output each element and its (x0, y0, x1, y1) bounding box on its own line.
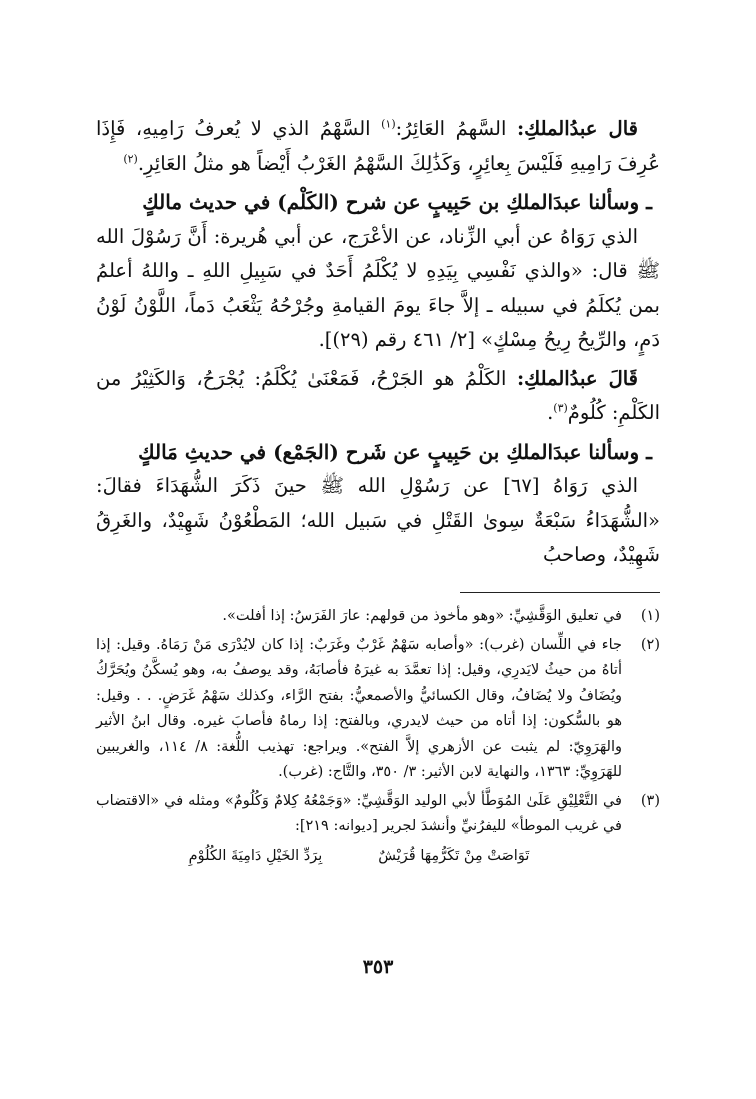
footnote (96, 604, 660, 630)
footnote-text: في تعليق الوَقَّشِيِّ: «وهو مأخوذ من قولهم: عارَ الفَرَسُ: إذا أفلت». (222, 608, 622, 624)
verse-second-hemistich: بِرَدِّ الخَيْلِ دَامِيَةَ الكُلُوْمِ (188, 847, 323, 864)
footnote-ref[interactable]: (٢) (123, 152, 138, 165)
paragraph-4: الذي رَوَاهُ [٦٧] عن رَسُوْلِ الله ﷺ حينَ ذَكَرَ الشُّهَدَاءَ فقالَ: «الشُّهَدَاءُ سَبْعَةٌ سِوىٰ القَتْلِ في سَبيل الله؛ المَطْعُوْنُ شَهِيْدٌ، والغَرِقُ شَهِيْدٌ، وصاحبُ (96, 474, 660, 566)
paragraph-text: السَّهْمُ الذي لا يُعرفُ رَامِيهِ، فَإِذَا عُرِفَ رَامِيهِ فَلَيْسَ بِعائِرٍ، وَكَذَٰلِكَ السَّهْمُ الغَرْبُ أَيْضاً هو مثلُ العَائِرِ. (96, 117, 660, 175)
footnote-ref[interactable]: (٣) (553, 401, 568, 415)
section-heading: ـ وسألنا عبدَالملكِ بن حَبِيبٍ عن شرح (الكَلْم) في حديث مالكٍ (142, 190, 652, 214)
footnote-text: جاء في اللِّسان (غرب): «وأصابه سَهْمٌ غَرْبٌ وغَرَبٌ: إذا كان لايُدْرَى مَنْ رَمَاهُ. وقيل: إذا أتاهُ من حيثُ لايَدرِي، وقيل: إذا تعمَّدَ به غيرَهُ فأصابَهُ، وقد يوصفُ به، وهو يُسكَّنُ ويُحَرَّكُ ويُضَافُ ولا يُضَافُ، وقال الكسائيُّ والأصمعيُّ: بفتح الرَّاء، وكذلك سَهْمُ غَرَضٍ. . . وقيل: هو بالسُّكون: إذا أتاه من حيث لايدري، وبالفتح: إذا رماهُ فأصابَ غيره. وقال ابنُ الأثير والهَرَوِيّ: لم يثبت عن الأزهري إلاَّ الفتح». ويراجع: تهذيب اللُّغة: ٨/ ١١٤، والغريبين للهَرَوِيِّ: ١٣٦٣، والنهاية لابن الأثير: ٣/ ٣٥٠، والتَّاج: (غرب). (96, 636, 622, 780)
section-heading: ـ وسألنا عبدَالملكِ بن حَبِيبٍ عن شَرح (الجَمْع) في حديثِ مَالكٍ (138, 439, 652, 464)
poem-verse (96, 844, 660, 868)
footnote-number: (٢) (640, 636, 660, 653)
footnote-text: في التَّعْلِيْقِ عَلَىٰ المُوَطَّأ لأبي الوليد الوَقَّشِيِّ: «وَجَمْعُهُ كِلامٌ وَكُلُومٌ» ومثله في «الاقتضاب في غريب الموطأ» لليفرُنيِّ وأنشدَ لجرير [ديوانه: ٢١٩]: (96, 792, 622, 834)
footnote (96, 633, 660, 786)
paragraph-text: . (547, 401, 554, 424)
book-page (96, 0, 660, 1099)
speaker-label: قال عبدُالملكِ: (516, 117, 638, 140)
speaker-label: قَالَ عبدُالملكِ: (516, 366, 638, 390)
footnote (96, 789, 660, 840)
footnote-divider (460, 592, 660, 593)
footnote-ref[interactable]: (١) (381, 117, 396, 131)
verse-first-hemistich: تَوَاصَتْ مِنْ تَكَرُّمِهَا قُرَيْشٌ (378, 847, 530, 864)
paragraph-1 (96, 112, 660, 181)
main-text (96, 112, 660, 573)
paragraph-text: السَّهمُ العَائِرُ: (395, 117, 517, 140)
paragraph-text: الكَلْمُ هو الجَرْحُ، فَمَعْنَىٰ يُكْلَمُ: يُجْرَحُ، وَالكَثِيْرُ من الكَلْمِ: كُلُومٌ (96, 366, 660, 424)
footnote-number: (٣) (640, 792, 660, 809)
footnotes (96, 604, 660, 868)
paragraph-3 (96, 362, 660, 431)
footnote-number: (١) (640, 608, 660, 624)
paragraph-2: الذي رَوَاهُ عن أبي الزِّناد، عن الأعْرَج، عن أبي هُريرة: أَنَّ رَسُوْلَ الله ﷺ قال: «والذي نَفْسِي بِيَدِهِ لا يُكْلَمُ أَحَدٌ في سَبِيلِ اللهِ ـ واللهُ أعلمُ بمن يُكلَمُ في سبيله ـ إلاَّ جاءَ يومَ القيامةِ وجُرْحُهُ يَثْعَبُ دَماً، اللَّوْنُ لَوْنُ دَمٍ، والرِّيحُ رِيحُ مِسْكٍ» [٢/ ٤٦١ رقم (٢٩)]. (96, 224, 660, 351)
page-number: ٣٥٣ (362, 956, 394, 978)
